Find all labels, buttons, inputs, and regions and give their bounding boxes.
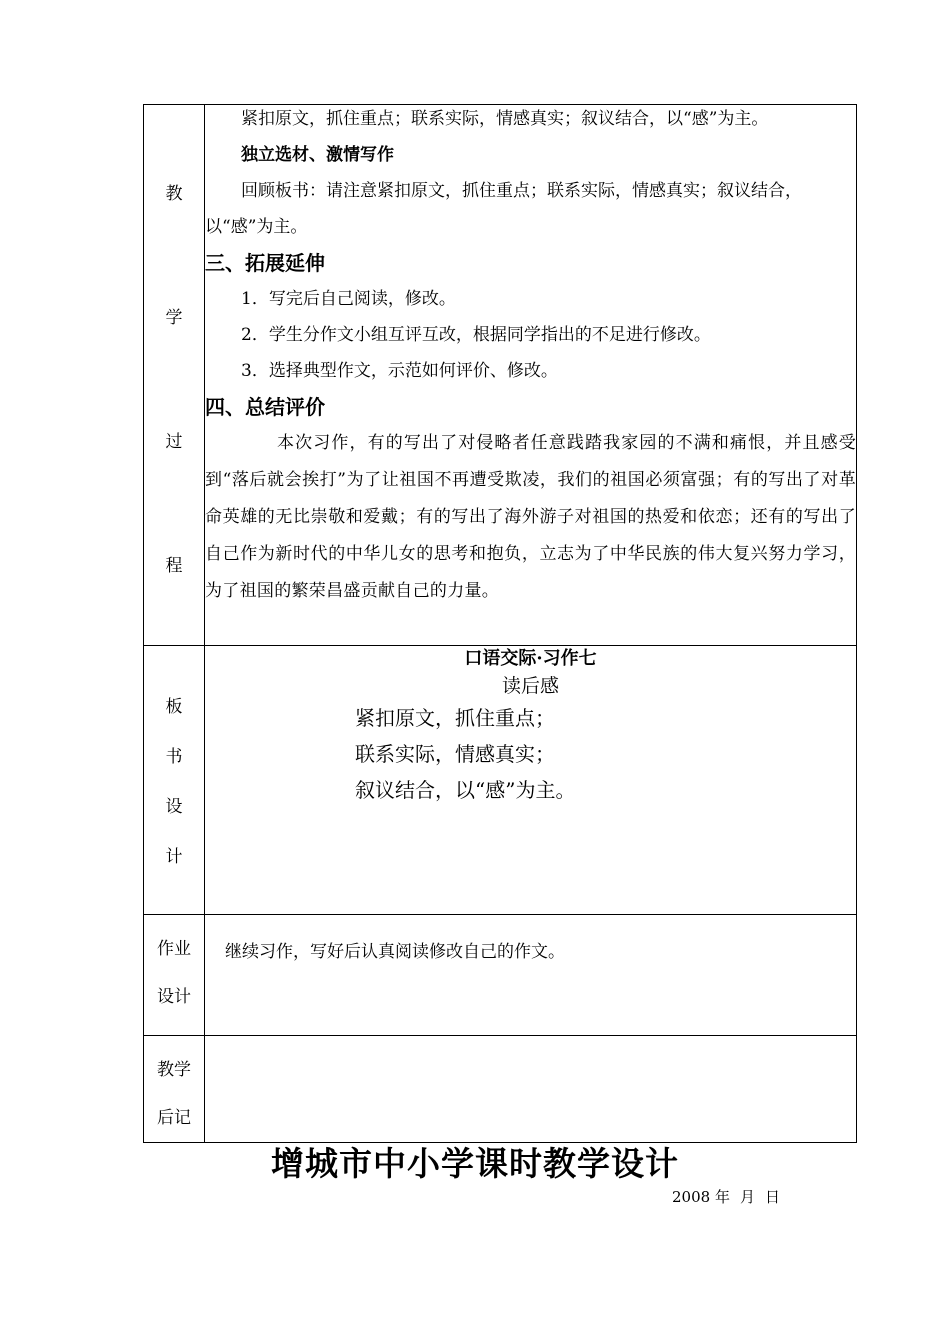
label-char: 学	[165, 308, 183, 328]
homework-row	[144, 915, 857, 1036]
label-char: 设	[165, 797, 183, 817]
board-line: 联系实际，情感真实；	[355, 742, 555, 766]
subheading: 独立选材、激情写作	[241, 145, 394, 165]
label-line: 教学	[157, 1060, 191, 1080]
lesson-plan-table	[143, 104, 857, 1143]
list-item: 2．学生分作文小组互评互改，根据同学指出的不足进行修改。	[241, 325, 711, 345]
label-line: 作业	[157, 939, 191, 959]
text-line: 紧扣原文，抓住重点；联系实际，情感真实；叙议结合，以“感”为主。	[241, 109, 769, 129]
label-line: 设计	[157, 987, 191, 1007]
board-design-row	[144, 646, 857, 915]
date-line	[672, 1186, 790, 1207]
board-design-content	[205, 646, 857, 915]
homework-text: 继续习作，写好后认真阅读修改自己的作文。	[225, 942, 565, 962]
label-char: 程	[165, 556, 183, 576]
board-line: 紧扣原文，抓住重点；	[355, 706, 555, 730]
homework-content	[205, 915, 857, 1036]
board-subtitle: 读后感	[501, 675, 559, 697]
section-heading: 四、总结评价	[205, 395, 325, 419]
date-day: 日	[764, 1188, 780, 1206]
label-char: 书	[165, 747, 183, 767]
board-title: 口语交际·习作七	[464, 648, 597, 669]
reflection-row	[144, 1036, 857, 1143]
list-item: 1．写完后自己阅读，修改。	[241, 289, 456, 309]
date-year: 2008 年	[672, 1188, 730, 1206]
teaching-process-content	[205, 105, 857, 646]
date-month: 月	[739, 1188, 755, 1206]
teaching-process-label	[144, 105, 205, 646]
document-title: 增城市中小学课时教学设计	[271, 1144, 679, 1183]
label-char: 计	[165, 847, 183, 867]
list-item: 3．选择典型作文，示范如何评价、修改。	[241, 361, 558, 381]
board-line: 叙议结合，以“感”为主。	[355, 778, 576, 802]
teaching-process-row	[144, 105, 857, 646]
text-line: 回顾板书：请注意紧扣原文，抓住重点；联系实际，情感真实；叙议结合，	[241, 181, 802, 201]
label-char: 教	[165, 184, 183, 204]
board-design-label	[144, 646, 205, 915]
reflection-content	[205, 1036, 857, 1143]
homework-label	[144, 915, 205, 1036]
label-char: 板	[165, 697, 183, 717]
summary-paragraph: 本次习作，有的写出了对侵略者任意践踏我家园的不满和痛恨，并且感受到“落后就会挨打”为了让祖国不再遭受欺凌，我们的祖国必须富强；有的写出了对革命英雄的无比崇敬和爱戴；有的写出了海外游子对祖国的热爱和依恋；还有的写出了自己作为新时代的中华儿女的思考和抱负，立志为了中华民族的伟大复兴努力学习，为了祖国的繁荣昌盛贡献自己的力量。	[205, 433, 856, 601]
section-heading: 三、拓展延伸	[205, 251, 325, 275]
label-char: 过	[165, 432, 183, 452]
text-line: 以“感”为主。	[205, 217, 308, 237]
label-line: 后记	[157, 1108, 191, 1128]
reflection-label	[144, 1036, 205, 1143]
